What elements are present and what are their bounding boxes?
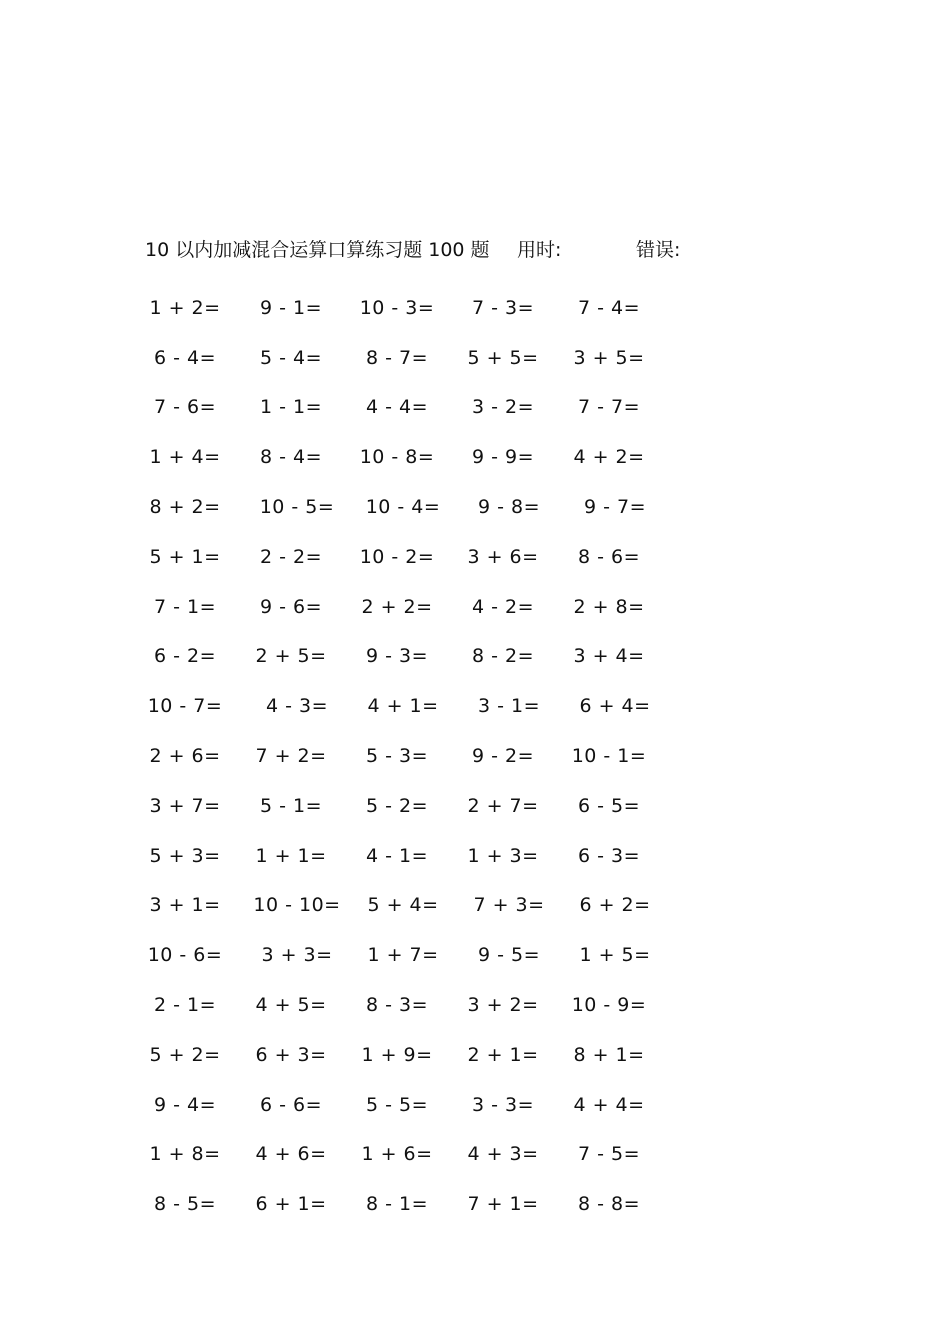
math-problem: 5 + 5= bbox=[467, 346, 539, 369]
problem-row bbox=[132, 980, 662, 1030]
math-problem: 9 - 7= bbox=[583, 496, 647, 519]
math-problem: 10 - 5= bbox=[259, 496, 335, 519]
math-problem: 1 + 8= bbox=[149, 1143, 221, 1166]
problem-row bbox=[132, 930, 662, 980]
math-problem: 1 + 2= bbox=[149, 296, 221, 319]
math-problem: 9 - 3= bbox=[365, 645, 429, 668]
math-problem: 10 - 8= bbox=[359, 446, 435, 469]
math-problem: 9 - 4= bbox=[153, 1093, 217, 1116]
math-problem: 4 + 1= bbox=[367, 695, 439, 718]
math-problem: 8 - 1= bbox=[365, 1193, 429, 1216]
math-problem: 6 - 4= bbox=[153, 346, 217, 369]
math-problem: 1 + 5= bbox=[579, 944, 651, 967]
errors-label: 错误: bbox=[636, 239, 681, 261]
math-problem: 8 - 8= bbox=[577, 1193, 641, 1216]
math-problem: 7 + 1= bbox=[467, 1193, 539, 1216]
math-problem: 3 - 3= bbox=[471, 1093, 535, 1116]
problem-row bbox=[132, 582, 662, 632]
math-problem: 6 + 2= bbox=[579, 894, 651, 917]
math-problem: 7 - 5= bbox=[577, 1143, 641, 1166]
math-problem: 3 + 2= bbox=[467, 994, 539, 1017]
math-problem: 1 + 6= bbox=[361, 1143, 433, 1166]
problem-row bbox=[132, 731, 662, 781]
math-problem: 9 - 1= bbox=[259, 296, 323, 319]
math-problem: 4 + 3= bbox=[467, 1143, 539, 1166]
math-problem: 7 - 7= bbox=[577, 396, 641, 419]
math-problem: 6 - 6= bbox=[259, 1093, 323, 1116]
math-problem: 2 + 6= bbox=[149, 745, 221, 768]
math-problem: 2 - 2= bbox=[259, 545, 323, 568]
math-problem: 7 + 3= bbox=[473, 894, 545, 917]
problem-row bbox=[132, 383, 662, 433]
math-problem: 4 + 4= bbox=[573, 1093, 645, 1116]
math-problem: 3 + 6= bbox=[467, 545, 539, 568]
problem-row bbox=[132, 881, 662, 931]
math-problem: 7 + 2= bbox=[255, 745, 327, 768]
math-problem: 5 + 1= bbox=[149, 545, 221, 568]
math-problem: 8 - 7= bbox=[365, 346, 429, 369]
math-problem: 6 - 3= bbox=[577, 844, 641, 867]
math-problem: 4 + 6= bbox=[255, 1143, 327, 1166]
math-problem: 8 - 3= bbox=[365, 994, 429, 1017]
math-problem: 9 - 8= bbox=[477, 496, 541, 519]
math-problem: 5 - 4= bbox=[259, 346, 323, 369]
math-problem: 6 + 4= bbox=[579, 695, 651, 718]
problem-row bbox=[132, 1080, 662, 1130]
math-problem: 8 - 4= bbox=[259, 446, 323, 469]
worksheet-header bbox=[145, 235, 845, 265]
math-problem: 2 + 7= bbox=[467, 794, 539, 817]
math-problem: 2 + 2= bbox=[361, 595, 433, 618]
math-problem: 1 + 3= bbox=[467, 844, 539, 867]
math-problem: 3 + 1= bbox=[149, 894, 221, 917]
math-problem: 9 - 2= bbox=[471, 745, 535, 768]
math-problem: 10 - 3= bbox=[359, 296, 435, 319]
math-problem: 2 + 5= bbox=[255, 645, 327, 668]
math-problem: 5 + 2= bbox=[149, 1043, 221, 1066]
problem-row bbox=[132, 283, 662, 333]
math-problem: 5 - 1= bbox=[259, 794, 323, 817]
math-problem: 6 - 2= bbox=[153, 645, 217, 668]
problem-row bbox=[132, 681, 662, 731]
math-problem: 3 + 4= bbox=[573, 645, 645, 668]
math-problem: 10 - 1= bbox=[571, 745, 647, 768]
math-problem: 8 + 1= bbox=[573, 1043, 645, 1066]
math-problem: 1 - 1= bbox=[259, 396, 323, 419]
math-problem: 7 - 6= bbox=[153, 396, 217, 419]
problem-row bbox=[132, 831, 662, 881]
math-problem: 9 - 6= bbox=[259, 595, 323, 618]
math-problem: 4 - 2= bbox=[471, 595, 535, 618]
math-problem: 7 - 1= bbox=[153, 595, 217, 618]
math-problem: 3 + 5= bbox=[573, 346, 645, 369]
math-problem: 8 + 2= bbox=[149, 496, 221, 519]
math-problem: 2 + 8= bbox=[573, 595, 645, 618]
math-problem: 10 - 9= bbox=[571, 994, 647, 1017]
worksheet-title: 10 以内加减混合运算口算练习题 100 题 bbox=[145, 239, 490, 261]
math-problem: 9 - 9= bbox=[471, 446, 535, 469]
math-problem: 8 - 5= bbox=[153, 1193, 217, 1216]
problem-row bbox=[132, 1179, 662, 1229]
time-used-label: 用时: bbox=[517, 239, 562, 261]
math-problem: 3 + 3= bbox=[261, 944, 333, 967]
math-problem: 3 - 1= bbox=[477, 695, 541, 718]
math-problem: 4 - 4= bbox=[365, 396, 429, 419]
math-problem: 1 + 4= bbox=[149, 446, 221, 469]
math-problem: 3 + 7= bbox=[149, 794, 221, 817]
problem-row bbox=[132, 333, 662, 383]
math-problem: 1 + 9= bbox=[361, 1043, 433, 1066]
math-problem: 10 - 6= bbox=[147, 944, 223, 967]
math-problem: 2 - 1= bbox=[153, 994, 217, 1017]
math-problem: 8 - 2= bbox=[471, 645, 535, 668]
problem-row bbox=[132, 632, 662, 682]
problem-row bbox=[132, 482, 662, 532]
math-problem: 1 + 1= bbox=[255, 844, 327, 867]
math-problem: 5 + 3= bbox=[149, 844, 221, 867]
math-problem: 2 + 1= bbox=[467, 1043, 539, 1066]
problem-row bbox=[132, 781, 662, 831]
problem-row bbox=[132, 1030, 662, 1080]
problem-row bbox=[132, 1130, 662, 1180]
math-problem: 6 - 5= bbox=[577, 794, 641, 817]
math-problem: 5 - 5= bbox=[365, 1093, 429, 1116]
math-problem: 3 - 2= bbox=[471, 396, 535, 419]
problem-row bbox=[132, 532, 662, 582]
problem-row bbox=[132, 432, 662, 482]
math-problem: 6 + 3= bbox=[255, 1043, 327, 1066]
math-problem: 7 - 4= bbox=[577, 296, 641, 319]
problem-grid bbox=[132, 283, 662, 1229]
math-problem: 4 - 1= bbox=[365, 844, 429, 867]
math-problem: 6 + 1= bbox=[255, 1193, 327, 1216]
math-problem: 10 - 4= bbox=[365, 496, 441, 519]
math-problem: 4 + 2= bbox=[573, 446, 645, 469]
math-problem: 10 - 10= bbox=[253, 894, 341, 917]
math-problem: 1 + 7= bbox=[367, 944, 439, 967]
math-problem: 10 - 2= bbox=[359, 545, 435, 568]
math-problem: 9 - 5= bbox=[477, 944, 541, 967]
math-problem: 4 - 3= bbox=[265, 695, 329, 718]
math-problem: 8 - 6= bbox=[577, 545, 641, 568]
math-problem: 4 + 5= bbox=[255, 994, 327, 1017]
math-problem: 5 + 4= bbox=[367, 894, 439, 917]
math-problem: 10 - 7= bbox=[147, 695, 223, 718]
math-problem: 5 - 2= bbox=[365, 794, 429, 817]
math-problem: 5 - 3= bbox=[365, 745, 429, 768]
math-problem: 7 - 3= bbox=[471, 296, 535, 319]
